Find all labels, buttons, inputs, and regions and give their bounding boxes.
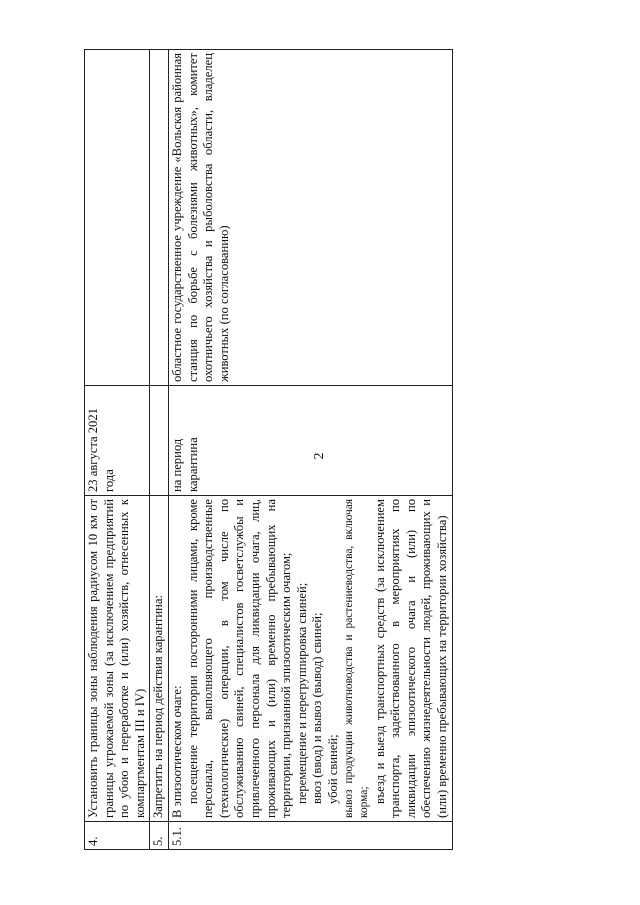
measure-line: въезд и выезд транспортных средств (за исключением транспорта, задействованного в мероприятиях по ликвидации эпизоотического очага и (или) по обеспечению жизнедеятельности людей, проживающих и (или) временно пребывающих на территории хозяйства): [372, 499, 450, 818]
row-number: 4.: [85, 822, 150, 850]
measure-line: В эпизоотическом очаге:: [169, 685, 184, 818]
table-row: [168, 50, 452, 850]
rotated-table-container: [84, 50, 554, 850]
term-cell: на период карантина: [168, 386, 452, 496]
measure-line: ввоз (ввод) и вывоз (вывод) свиней;: [310, 612, 325, 804]
table-row: [85, 50, 150, 850]
measure-line: вывоз продукции животноводства и растениеводства, включая корма;: [342, 499, 371, 818]
page-number: 2: [312, 452, 327, 460]
term-cell: [150, 386, 169, 496]
measure-text: Установить границы зоны наблюдения радиусом 10 км от границы угрожаемой зоны (за исключением предприятий по убою и переработке и (или) хозяйств, отнесенных к компартментам III и IV): [85, 496, 150, 822]
responsible-cell: [85, 50, 150, 386]
measure-line: перемещение и перегруппировка свиней;: [294, 582, 309, 804]
measure-line: убой свиней;: [325, 734, 340, 804]
row-number: 5.: [150, 822, 169, 850]
row-number: 5.1.: [168, 822, 452, 850]
table-row: [150, 50, 169, 850]
quarantine-measures-table: [84, 49, 453, 850]
measure-text: Запретить на период действия карантина:: [150, 496, 169, 822]
measure-text: [168, 496, 452, 822]
measure-line: посещение территории посторонними лицами, кроме персонала, выполняющего производственные (технологические) операции, в том числе по обслуживанию свиней, специалистов госветслужбы и привлеченного персонала для ликвидации очага, лиц, проживающих и (или) временно пребывающих на территории, признанной эпизоотическим очагом;: [185, 499, 294, 818]
responsible-cell: областное государственное учреждение «Вольская районная станция по борьбе с болезнями животных», комитет охотничьего хозяйства и рыболовства области, владелец животных (по согласованию): [168, 50, 452, 386]
responsible-cell: [150, 50, 169, 386]
term-cell: 23 августа 2021 года: [85, 386, 150, 496]
